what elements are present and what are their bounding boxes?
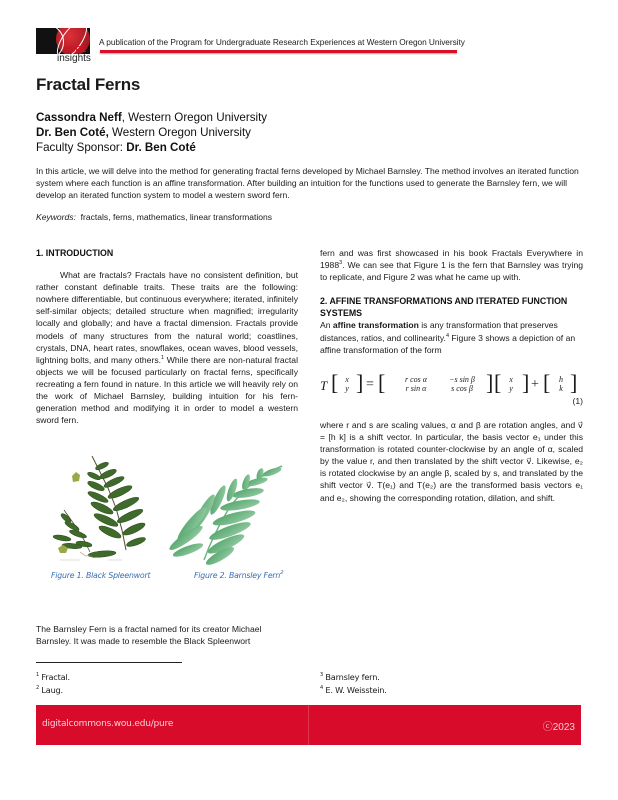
black-spleenwort-image bbox=[50, 452, 165, 567]
eq-m22: s cos β bbox=[451, 384, 473, 393]
page-footer bbox=[36, 705, 581, 745]
keywords-label: Keywords: bbox=[36, 212, 76, 222]
eq-shift-h: h bbox=[559, 375, 563, 384]
eq-vec-y: y bbox=[345, 384, 349, 393]
section-introduction bbox=[36, 247, 298, 426]
footnote-3 bbox=[320, 672, 380, 682]
author-affiliation: , Western Oregon University bbox=[121, 111, 268, 124]
eq-lhs-T: T bbox=[320, 378, 328, 393]
figure-barnsley-fern bbox=[168, 460, 290, 568]
sponsor-name: Dr. Ben Coté bbox=[126, 141, 196, 154]
footnote-4 bbox=[320, 685, 387, 695]
digital-commons-link[interactable]: digitalcommons.wou.edu/pure bbox=[42, 719, 174, 729]
affine-text-2: is any transformation that preserves distances, ratios, and collinearity. bbox=[320, 320, 558, 343]
footnote-text: E. W. Weisstein. bbox=[325, 685, 387, 695]
sponsor-label: Faculty Sponsor: bbox=[36, 141, 127, 154]
footnote-number: 2 bbox=[36, 685, 39, 691]
keywords bbox=[36, 212, 272, 222]
article-title: Fractal Ferns bbox=[36, 75, 141, 94]
footnote-rule bbox=[36, 662, 182, 663]
barnsley-continued-paragraph bbox=[320, 247, 583, 283]
equation-number: (1) bbox=[572, 396, 583, 406]
footnote-1 bbox=[36, 672, 70, 682]
footnote-number: 4 bbox=[320, 685, 323, 691]
footnote-ref[interactable]: 2 bbox=[280, 570, 284, 576]
eq-m11: r cos α bbox=[405, 375, 427, 384]
intro-paragraph bbox=[36, 269, 298, 426]
logo-brand-top: PURE bbox=[64, 45, 86, 54]
barnsley-fern-image bbox=[168, 460, 290, 568]
footnote-text: Fractal. bbox=[41, 672, 70, 682]
right-column bbox=[320, 247, 583, 356]
affine-term: affine transformation bbox=[332, 320, 419, 331]
eq-shift-k: k bbox=[559, 384, 563, 393]
footnote-number: 3 bbox=[320, 672, 323, 678]
affine-text: An bbox=[320, 320, 333, 331]
continued-text-end: . We can see that Figure 1 is the fern that Barnsley was trying to replicate, and Figure 2 was what he came up with. bbox=[320, 260, 583, 283]
eq-m21: r sin α bbox=[405, 384, 427, 393]
author-name: Dr. Ben Coté, bbox=[36, 126, 109, 139]
footnote-2 bbox=[36, 685, 63, 695]
logo-mark bbox=[36, 28, 90, 54]
footnote-ref[interactable]: 1 bbox=[161, 354, 165, 361]
author-list bbox=[36, 110, 267, 155]
section-heading: 1. INTRODUCTION bbox=[36, 248, 114, 258]
author-affiliation: Western Oregon University bbox=[108, 126, 251, 139]
abstract: In this article, we will delve into the method for generating fractal ferns developed by Michael Barnsley. The method involves an iterated function system where each function is an affine transformation. After building an intuition for the functions used to generate the Barnsley fern, we will develop an iterated function system to model a western sword fern. bbox=[36, 166, 579, 200]
faculty-sponsor bbox=[36, 140, 267, 155]
eq-vec-y-2: y bbox=[509, 384, 513, 393]
eq-m12: −s sin β bbox=[449, 375, 475, 384]
barnsley-paragraph: The Barnsley Fern is a fractal named for its creator Michael Barnsley. It was made to resemble the Black Spleenwort bbox=[36, 624, 262, 647]
author-1 bbox=[36, 110, 267, 125]
affine-text-3: Figure 3 shows a depiction of an affine transformation of the form bbox=[320, 332, 576, 355]
header-rule bbox=[100, 50, 457, 53]
footnote-number: 1 bbox=[36, 672, 39, 678]
intro-text-cont: While there are non-natural fractal objects we will be focused particularly on fractal ferns, specifically recreating a fern found in nature. In this article we will heavily rely on the work of Michael Barnsley, building intuition for his fern-generation method and modifying it in order to model a western sword fern. bbox=[36, 354, 298, 426]
affine-paragraph bbox=[320, 319, 583, 355]
equation-1: T [ x y ] = [ r cos α r sin α −s sin β s cos β ] [ x y ] + [ h k ] (1) bbox=[320, 370, 583, 406]
figure-1-caption: Figure 1. Black Spleenwort bbox=[51, 571, 151, 580]
affine-explanation-paragraph: where r and s are scaling values, α and β are rotation angles, and v⃗ = [h k] is a shift vector. In particular, the basis vector e₁ under this transformation is rotated counter-clockwise by an angle of α, scaled by the value r, and then translated by the shift vector v⃗. Likewise, e₂ is rotated clockwise by an angle β, scaled by s, and translated by the shift vector v⃗. T(e₁) and T(e₂) are the transformed basis vectors e₁ and e₂, showing the corresponding rotation, dilation, and shift. bbox=[320, 420, 583, 503]
footnote-text: Laug. bbox=[41, 685, 63, 695]
figure-2-caption-text: Figure 2. Barnsley Fern bbox=[194, 571, 281, 580]
author-name: Cassondra Neff bbox=[36, 111, 122, 124]
publication-tagline: A publication of the Program for Undergraduate Research Experiences at Western Oregon University bbox=[99, 37, 465, 47]
footnote-ref[interactable]: 3 bbox=[339, 260, 343, 267]
footer-divider bbox=[308, 705, 309, 745]
figure-2-caption bbox=[194, 571, 283, 580]
figure-black-spleenwort bbox=[50, 452, 165, 567]
author-2 bbox=[36, 125, 267, 140]
keywords-list: fractals, ferns, mathematics, linear transformations bbox=[80, 212, 273, 222]
pure-insights-logo bbox=[36, 26, 94, 66]
footnote-ref[interactable]: 4 bbox=[445, 332, 450, 339]
eq-vec-x: x bbox=[345, 375, 349, 384]
intro-text: What are fractals? Fractals have no consistent definition, but rather constant definable traits. These traits are the following: nowhere differentiable, but continuous everywhere; iterated, infinitely self-similar objects; detailed structure when magnified; irregularity locally and globally; and have a fractal dimension. Fractals provide models of many structures from the natural world; coastlines, crystals, DNA, heart rates, snowflakes, ocean waves, blood vessels, lightning bolts, and many others. bbox=[36, 270, 298, 365]
continued-text: fern and was first showcased in his book Fractals Everywhere in 1988 bbox=[320, 248, 583, 271]
copyright: ⓒ2023 bbox=[542, 722, 575, 733]
logo-brand-bottom: insights bbox=[57, 53, 91, 64]
eq-vec-x-2: x bbox=[509, 375, 513, 384]
section-heading: 2. AFFINE TRANSFORMATIONS AND ITERATED FUNCTION SYSTEMS bbox=[320, 296, 568, 319]
footnote-text: Barnsley fern. bbox=[325, 672, 380, 682]
